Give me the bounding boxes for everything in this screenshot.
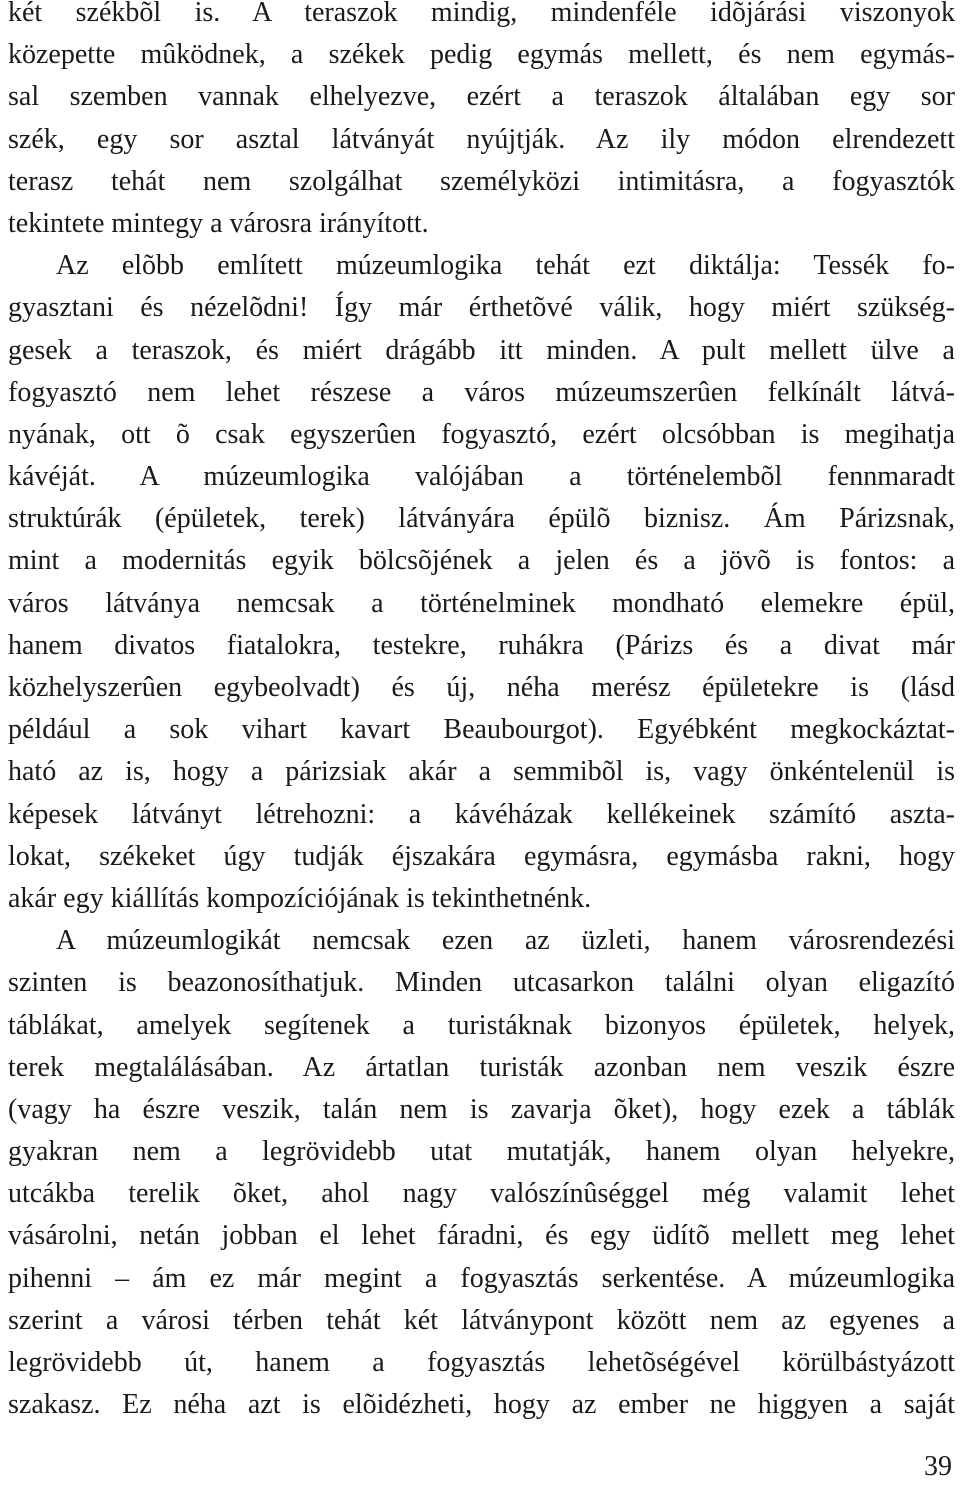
body-text (8, 0, 955, 1426)
text-line: például a sok vihart kavart Beaubourgot). Egyébként megkockáztat- (8, 714, 955, 746)
text-line: szék, egy sor asztal látványát nyújtják. Az ily módon elrendezett (8, 123, 955, 155)
text-line: pihenni – ám ez már megint a fogyasztás serkentése. A múzeumlogika (8, 1262, 955, 1294)
text-line: A múzeumlogikát nemcsak ezen az üzleti, hanem városrendezési (56, 925, 955, 957)
text-line: legrövidebb út, hanem a fogyasztás lehetõségével körülbástyázott (8, 1347, 955, 1378)
text-line: fogyasztó nem lehet részese a város múzeumszerûen felkínált látvá- (8, 376, 955, 408)
paragraph-2 (8, 245, 955, 920)
paragraph-3 (8, 920, 955, 1426)
text-line: ható az is, hogy a párizsiak akár a semmibõl is, vagy önkéntelenül is (8, 756, 955, 788)
text-line: sal szemben vannak elhelyezve, ezért a teraszok általában egy sor (8, 81, 955, 113)
text-line: vásárolni, netán jobban el lehet fáradni, és egy üdítõ mellett meg lehet (8, 1220, 955, 1252)
text-line: közhelyszerûen egybeolvadt) és új, néha merész épületekre is (lásd (8, 672, 955, 703)
text-line: hanem divatos fiatalokra, testekre, ruhákra (Párizs és a divat már (8, 629, 955, 661)
text-line: mint a modernitás egyik bölcsõjének a jelen és a jövõ is fontos: a (8, 545, 955, 577)
text-line: nyának, ott õ csak egyszerûen fogyasztó, ezért olcsóbban is megihatja (8, 418, 955, 450)
text-line: szakasz. Ez néha azt is elõidézheti, hogy az ember ne higgyen a saját (8, 1389, 955, 1421)
page-number: 39 (924, 1451, 952, 1482)
text-line: akár egy kiállítás kompozíciójának is tekinthetnénk. (8, 882, 592, 914)
text-line: város látványa nemcsak a történelminek mondható elemekre épül, (8, 587, 955, 619)
text-line: utcákba terelik õket, ahol nagy valószínûséggel még valamit lehet (8, 1178, 955, 1210)
text-line: gyakran nem a legrövidebb utat mutatják, hanem olyan helyekre, (8, 1136, 955, 1168)
text-line: két székbõl is. A teraszok mindig, mindenféle idõjárási viszonyok (8, 0, 955, 28)
text-line: képesek látványt létrehozni: a kávéházak kellékeinek számító aszta- (8, 798, 955, 830)
text-line: terasz tehát nem szolgálhat személyközi intimitásra, a fogyasztók (8, 165, 955, 197)
text-line: gyasztani és nézelõdni! Így már érthetõvé válik, hogy miért szükség- (8, 292, 955, 324)
text-line: lokat, székeket úgy tudják éjszakára egymásra, egymásba rakni, hogy (8, 840, 955, 872)
text-line: szinten is beazonosíthatjuk. Minden utcasarkon találni olyan eligazító (8, 967, 955, 999)
text-line: struktúrák (épületek, terek) látványára épülõ biznisz. Ám Párizsnak, (8, 503, 955, 535)
text-line: szerint a városi térben tehát két látványpont között nem az egyenes a (8, 1304, 955, 1336)
text-line: tekintete mintegy a városra irányított. (8, 207, 429, 239)
text-line: közepette mûködnek, a székek pedig egymás mellett, és nem egymás- (8, 39, 955, 71)
text-line: terek megtalálásában. Az ártatlan turisták azonban nem veszik észre (8, 1051, 955, 1083)
text-line: Az elõbb említett múzeumlogika tehát ezt diktálja: Tessék fo- (56, 250, 955, 282)
text-line: (vagy ha észre veszik, talán nem is zavarja õket), hogy ezek a táblák (8, 1093, 955, 1125)
paragraph-1 (8, 0, 955, 245)
text-line: kávéját. A múzeumlogika valójában a történelembõl fennmaradt (8, 461, 955, 493)
text-line: táblákat, amelyek segítenek a turistáknak bizonyos épületek, helyek, (8, 1009, 955, 1041)
text-line: gesek a teraszok, és miért drágább itt minden. A pult mellett ülve a (8, 334, 955, 366)
